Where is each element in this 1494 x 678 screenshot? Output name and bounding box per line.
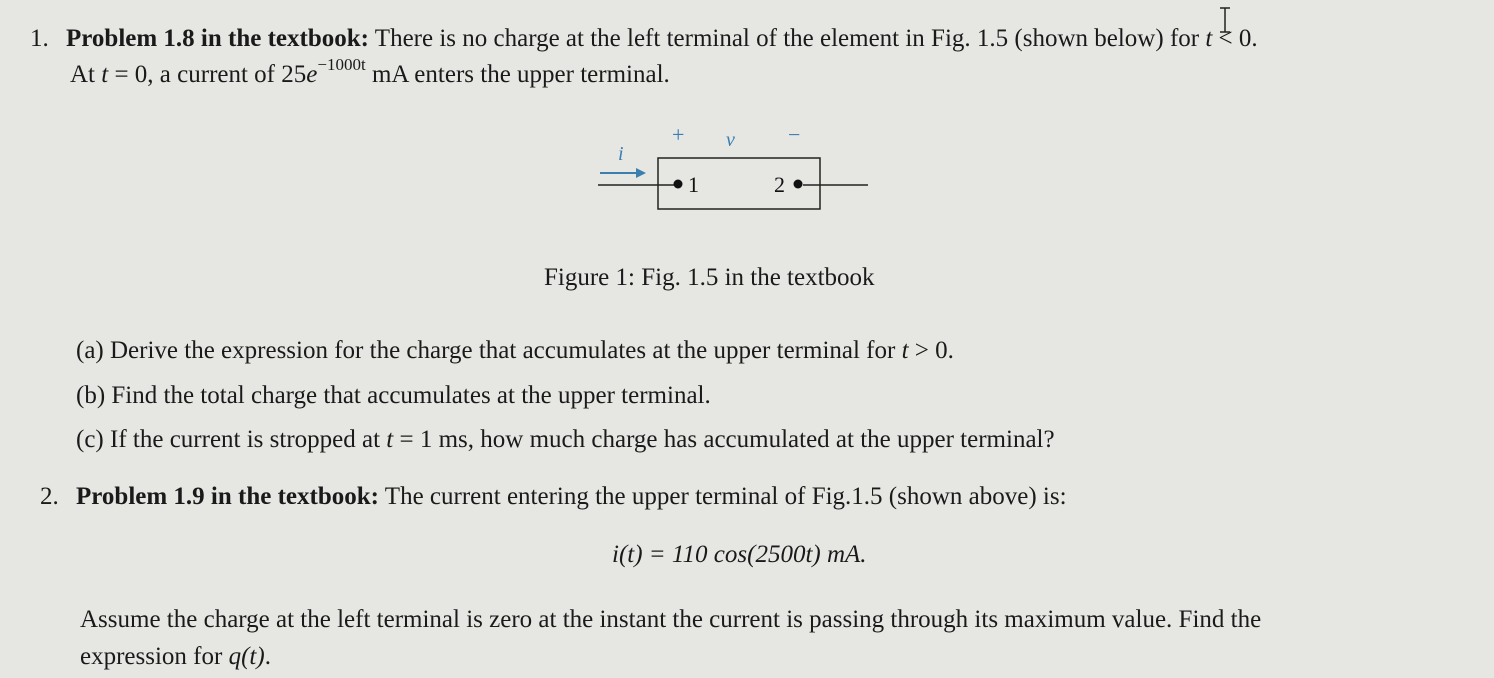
plus-label: + [672,122,685,147]
problem2-number: 2. [40,483,59,510]
problem1-number: 1. [30,25,49,52]
problem1-text-a: There is no charge at the left terminal of the element in Fig. 1.5 (shown below) for [369,25,1206,52]
problem2-title: Problem 1.9 in the textbook: [76,483,379,510]
minus-label: − [788,122,801,147]
part-b [76,381,711,411]
text-cursor-icon [1218,6,1232,34]
current-label: i [618,143,624,165]
problem1-text-b: < 0. [1212,25,1258,52]
part-c-label: (c) [76,426,104,453]
part-a-var-t: t [901,337,909,364]
problem1-line2-c: mA enters the upper terminal. [365,61,670,88]
part-a [76,336,954,366]
problem1-line2-a: At [70,61,102,88]
equation-text: i(t) = 110 cos(2500t) mA. [612,541,867,568]
problem2-var-q: q(t) [228,643,265,670]
part-b-label: (b) [76,382,106,409]
problem2-equation [612,541,867,569]
problem1-line1 [30,24,1258,54]
part-c-text-b: = 1 ms, how much charge has accumulated at the upper terminal? [393,426,1055,453]
circuit-figure [598,118,878,218]
part-a-text-b: > 0. [908,337,954,364]
part-c-var-t: t [386,426,394,453]
part-a-text: Derive the expression for the charge that accumulates at the upper terminal for [103,337,902,364]
problem1-var-t: t [1205,25,1213,52]
problem1-title: Problem 1.8 in the textbook: [66,25,369,52]
problem1-line2-b: = 0, a current of 25 [108,61,307,88]
problem2-intro: The current entering the upper terminal of Fig.1.5 (shown above) is: [379,483,1067,510]
problem1-line2-e: e [306,61,318,88]
part-c-text: If the current is stropped at [103,426,387,453]
terminal2-dot-icon [794,180,803,189]
problem2-body1: Assume the charge at the left terminal is zero at the instant the current is passing through its maximum value. Find the [80,606,1262,633]
problem2-body2 [80,642,271,672]
figure-caption: Figure 1: Fig. 1.5 in the textbook [544,264,875,291]
part-c [76,425,1055,455]
problem1-exponent: −1000t [317,54,366,74]
part-a-label: (a) [76,337,104,364]
voltage-label: v [726,129,735,151]
problem2-body2-b: . [264,643,271,670]
problem2-line1 [40,482,1067,512]
part-b-text: Find the total charge that accumulates at the upper terminal. [105,382,711,409]
problem1-line2-t: t [101,61,109,88]
problem2-body2-a: expression for [80,643,229,670]
terminal1-label: 1 [688,172,699,197]
circuit-diagram [598,118,878,218]
problem1-line2 [70,54,670,90]
arrow-head-icon [636,168,646,178]
terminal2-label: 2 [774,172,785,197]
terminal1-dot-icon [674,180,683,189]
